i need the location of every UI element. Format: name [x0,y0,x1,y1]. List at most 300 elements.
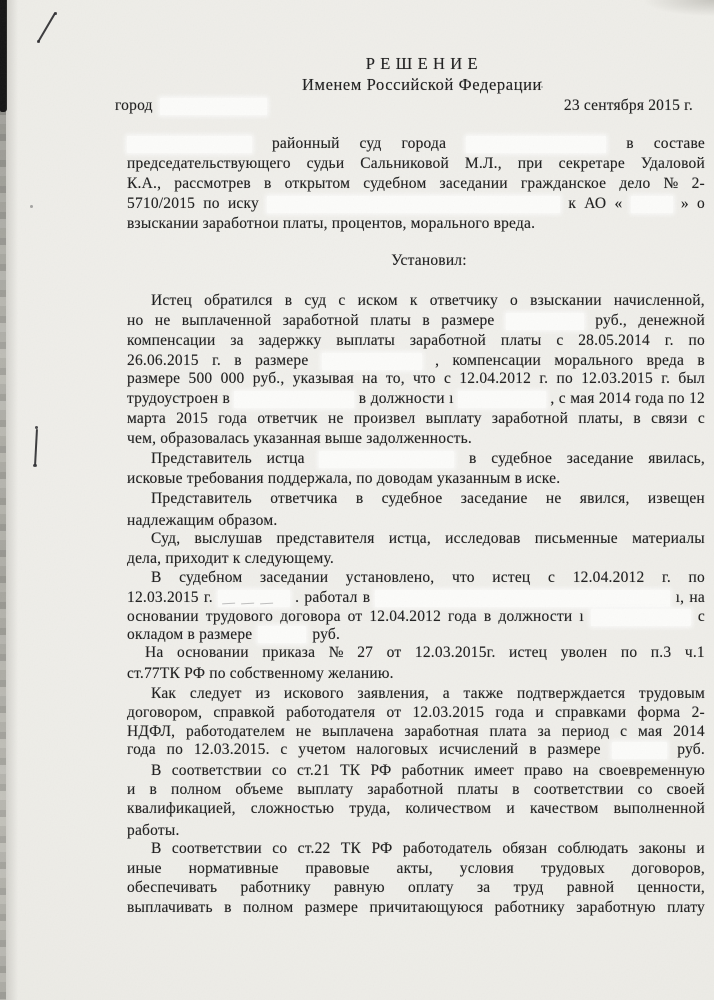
word: ценности, [637,879,705,896]
word: истец [509,644,548,661]
word: открытом [284,175,351,192]
word: года [218,410,248,427]
word: в [422,312,430,329]
word: , [435,352,440,369]
word: гражданское [520,175,607,192]
word: справкой [213,704,275,721]
word: судебном [363,175,427,192]
word: В [151,762,162,779]
text-line [127,839,705,859]
word: судебное [491,450,553,467]
word: « [614,195,623,212]
word: полном [243,899,294,916]
faint-handwriting-mark [241,597,254,604]
word: соответствии [171,762,262,779]
word: в [224,899,232,916]
word: заседание [566,450,634,467]
text-line [127,625,705,645]
word: трудоустроен [127,390,219,407]
text-line [127,351,705,371]
word: соблюдать [557,840,629,857]
redaction-box-with-handwriting [218,590,290,607]
word: выслушав [194,530,263,547]
word: года [495,704,525,721]
word: объеме [235,781,284,798]
word: Суд, [151,530,181,547]
text-line [127,369,705,389]
word: связи [651,410,688,427]
word: заседании [260,569,329,586]
word: в [626,135,634,152]
word: извещен [647,490,705,507]
word: секретаре [558,155,625,172]
word: работодателем [186,723,285,740]
word: своевременную [598,762,705,779]
word: ı [579,608,584,625]
word: года [635,390,664,407]
word: и [127,781,136,798]
text-line [127,780,705,800]
word: 2- [691,175,705,192]
text-run: ст.77ТК РФ по собственному желанию. [127,665,394,682]
word: 12.03.2015г. [414,644,496,661]
word: 2- [691,704,705,721]
word: 000 [220,370,245,387]
word: что [413,370,436,387]
text-line [127,821,705,841]
word: года [448,608,477,625]
text-line [127,607,705,627]
text-line [140,251,714,271]
word: иску [227,195,259,212]
word: марта [127,410,166,427]
word: в [512,781,520,798]
word: судебном [179,569,243,586]
word: платы [370,312,411,329]
word: размере [127,370,181,387]
ink-speck [30,205,33,208]
word: 500 [188,370,213,387]
text-line [127,898,705,918]
text-line [127,643,705,663]
word: должности [498,608,573,625]
text-line [127,549,705,569]
word: суд [359,135,382,152]
pen-stroke [37,12,56,42]
word: акты, [396,860,433,877]
word: в [149,781,158,798]
word: 12.04.2012 [572,569,645,586]
word: договором, [127,704,203,721]
word: 2015 [176,410,209,427]
word: по [203,195,220,212]
text-line [127,799,705,819]
word: плата [489,723,527,740]
word: 27 [357,644,374,661]
word: учетом [298,741,346,758]
word: трудовым [638,685,705,702]
word: договоров, [631,860,705,877]
word: заработной [282,312,359,329]
word: и [535,704,544,721]
word: компенсации [127,332,216,349]
text-line [127,859,705,879]
word: размере [547,741,601,758]
text-line [127,154,705,174]
text-run: работы. [127,822,180,839]
word: основании [127,608,199,625]
word: с [556,332,564,349]
word: составе [653,135,705,152]
word: о [510,292,518,309]
text-run: Установил: [391,252,467,269]
text-line [127,174,705,194]
word: от [386,704,402,721]
word: своей [666,781,705,798]
word: морального [554,352,634,369]
word: заседании [439,175,508,192]
word: материалы [632,530,705,547]
word: » [680,195,689,212]
text-run: надлежащим образом. [127,512,278,529]
word: от [347,608,363,625]
word: с [697,608,705,625]
word: обеспечивать [127,879,218,896]
word: соответствии [171,840,262,857]
word: заработной [491,410,569,427]
word: в [222,390,231,407]
word: труда, [349,800,391,817]
word: № [663,175,679,192]
word: выплату [425,410,482,427]
word: г. [661,370,671,387]
word: также [463,685,504,702]
word: искового [283,685,344,702]
redaction-box [258,626,306,643]
word: с [558,390,566,407]
word: обратился [204,292,273,309]
word: 12 [689,390,705,407]
word: размере [304,899,359,916]
word: справками [555,704,627,721]
word: суд [304,292,327,309]
word: ответчика [270,490,338,507]
word: г. [662,569,671,586]
word: работник [401,762,465,779]
word: на [362,370,378,387]
word: в [355,490,364,507]
word: судьи [306,155,345,172]
ink-dot [54,12,57,15]
word: мая [570,390,595,407]
word: оплату [407,879,454,896]
word: На [145,644,164,661]
word: договора [280,608,341,625]
word: в [284,292,293,309]
word: приказа [262,644,316,661]
word: города [401,135,447,152]
word: основании [177,644,249,661]
word: право [524,762,564,779]
word: ст.21 [297,762,330,779]
text-run: город [115,97,153,114]
word: в [358,390,367,407]
text-line [127,588,705,608]
word: по [688,332,705,349]
text-line [127,489,705,509]
word: дело [619,175,651,192]
word: на [573,762,589,779]
word: ı [449,390,454,407]
word: задержку [258,332,322,349]
word: ответчик [257,410,318,427]
word: В [151,569,162,586]
word: равной [566,879,615,896]
word: рассмотрев [174,175,251,192]
word: в [529,741,537,758]
text-line [130,54,714,74]
faint-handwriting-mark [222,597,235,604]
word: Как [151,685,177,702]
word: за [230,332,244,349]
word: работнику [240,879,311,896]
text-line [127,761,705,781]
word: законы [638,840,687,857]
word: Истец [151,292,193,309]
text-line [130,75,714,95]
word: и [696,840,705,857]
word: имеет [474,762,514,779]
word: года [127,741,156,758]
word: установлено, [345,569,435,586]
text-line [127,291,705,311]
word: г. [539,370,549,387]
word: в [697,352,705,369]
word: г. [212,352,221,369]
word: РФ [371,840,393,857]
word: работал [304,589,358,606]
text-run: 23 сентября 2015 г. [563,97,693,114]
text-line [127,194,705,214]
word: платы [500,332,542,349]
word: на [689,589,705,606]
word: качеством [529,800,599,817]
word: со [637,781,653,798]
word: заработная [404,723,479,740]
redaction-box [591,609,691,626]
word: по [668,390,685,407]
redaction-box [127,136,252,153]
text-line [127,429,705,449]
text-line [127,529,705,549]
word: уволен [560,644,608,661]
word: выплачивать [127,899,213,916]
word: в [264,175,272,192]
word: правовые [305,860,370,877]
word: заседание [460,490,528,507]
word: был [678,370,705,387]
word: 12.03.2015 [127,589,199,606]
word: явился, [579,490,630,507]
redaction-box [458,391,546,408]
word: истца, [388,530,431,547]
word: РФ [370,762,392,779]
text-line [127,389,705,409]
word: трудового [205,608,274,625]
word: выплаченной [181,312,272,329]
word: в [469,450,477,467]
redaction-box [234,391,354,408]
word: и [506,800,515,817]
word: количеством [405,800,492,817]
redaction-box [466,136,606,153]
word: указывая [292,370,354,387]
word: полном [171,781,222,798]
word: письменные [534,530,618,547]
text-run: исковые требования поддержала, по доводам указанным в иске. [127,470,561,487]
word: не [295,723,312,740]
text-run: дела, приходит к следующему. [127,550,334,567]
redaction-box [631,196,673,213]
word: со [272,840,288,857]
word: № [328,644,344,661]
word: платы, [578,410,624,427]
word: истца [266,450,305,467]
text-line [127,311,705,331]
word: по [620,644,638,661]
word: М.Л., [464,155,502,172]
word: ı, [675,589,685,606]
word: равную [334,879,385,896]
word: ТК [340,762,361,779]
word: 12.03.2015 [412,704,485,721]
word: Представитель [151,450,252,467]
word: должности [370,390,445,407]
word: условия [459,860,515,877]
word: нормативные [188,860,279,877]
word: размере [441,312,495,329]
word: руб., [252,370,285,387]
word: явилась, [648,450,705,467]
word: иском [357,292,398,309]
word: квалификацией, [127,800,236,817]
word: а [442,685,450,702]
word: заработную [576,899,656,916]
redaction-box [506,313,584,330]
word: с [548,569,556,586]
word: размере [255,352,309,369]
word: руб. [677,741,705,758]
word: Представитель [151,490,252,507]
text-line [127,449,705,469]
redaction-box [267,196,560,213]
word: 12.04.2012 [369,608,442,625]
word: компенсации [452,352,541,369]
text-line [115,96,693,116]
ink-dot [37,40,40,43]
word: 12.03.2015 [581,370,653,387]
word: плату [667,899,705,916]
word: не [328,410,344,427]
word: 2014 [598,390,631,407]
word: не [545,490,562,507]
pen-stroke [34,429,38,466]
word: с [444,370,452,387]
text-line [127,331,705,351]
word: выплачена [322,723,394,740]
text-run: окладом в размере [127,626,253,643]
faint-handwriting-mark [260,597,273,604]
word: по [556,370,573,387]
word: работодателя [286,704,376,721]
word: то, [385,370,405,387]
word: платы [457,781,499,798]
word: НДФЛ, [127,723,176,740]
word: сложностью [250,800,335,817]
word: за [476,879,491,896]
word: Удаловой [640,155,705,172]
word: от [386,644,402,661]
text-line [127,878,705,898]
word: выплаты [336,332,396,349]
word: истец [492,569,531,586]
word: при [517,155,543,172]
word: произвел [353,410,416,427]
word: к [409,292,418,309]
text-line [127,214,705,234]
text-run: чем, образовалась указанная выше задолженность. [127,430,472,447]
word: денежной [638,312,705,329]
redaction-box [612,742,667,759]
word: К.А., [127,175,162,192]
word: налоговых [356,741,429,758]
word: 26.06.2015 [127,352,199,369]
word: мая [637,723,663,740]
word: исследовав [445,530,521,547]
text-line [127,134,705,154]
word: с [280,741,288,758]
word: в [362,589,371,606]
word: г. [664,332,674,349]
word: 2014 [673,723,705,740]
redaction-box [375,590,670,607]
word: представителя [276,530,375,547]
text-run: Р Е Ш Е Н И Е [365,54,479,73]
text-run: взыскании заработнои платы, процентов, морального вреда. [127,215,536,232]
word: п.3 [650,644,672,661]
text-line [127,740,705,760]
word: . [295,589,300,606]
word: о [696,195,705,212]
text-run: руб. [312,626,341,643]
word: начисленной, [613,292,705,309]
word: ст.22 [297,840,331,857]
word: 12.03.2015. [193,741,270,758]
word: выплату [297,781,354,798]
word: работнику [494,899,565,916]
text-line [127,469,705,489]
word: 12.04.2012 [459,370,532,387]
word: в [234,352,242,369]
word: выполненной [613,800,705,817]
word: подтверждается [516,685,626,702]
word: не [154,312,171,329]
word: вреда [646,352,685,369]
ink-dot [35,426,38,429]
word: причитающуюся [369,899,484,916]
word: по [166,741,184,758]
word: что [451,569,475,586]
